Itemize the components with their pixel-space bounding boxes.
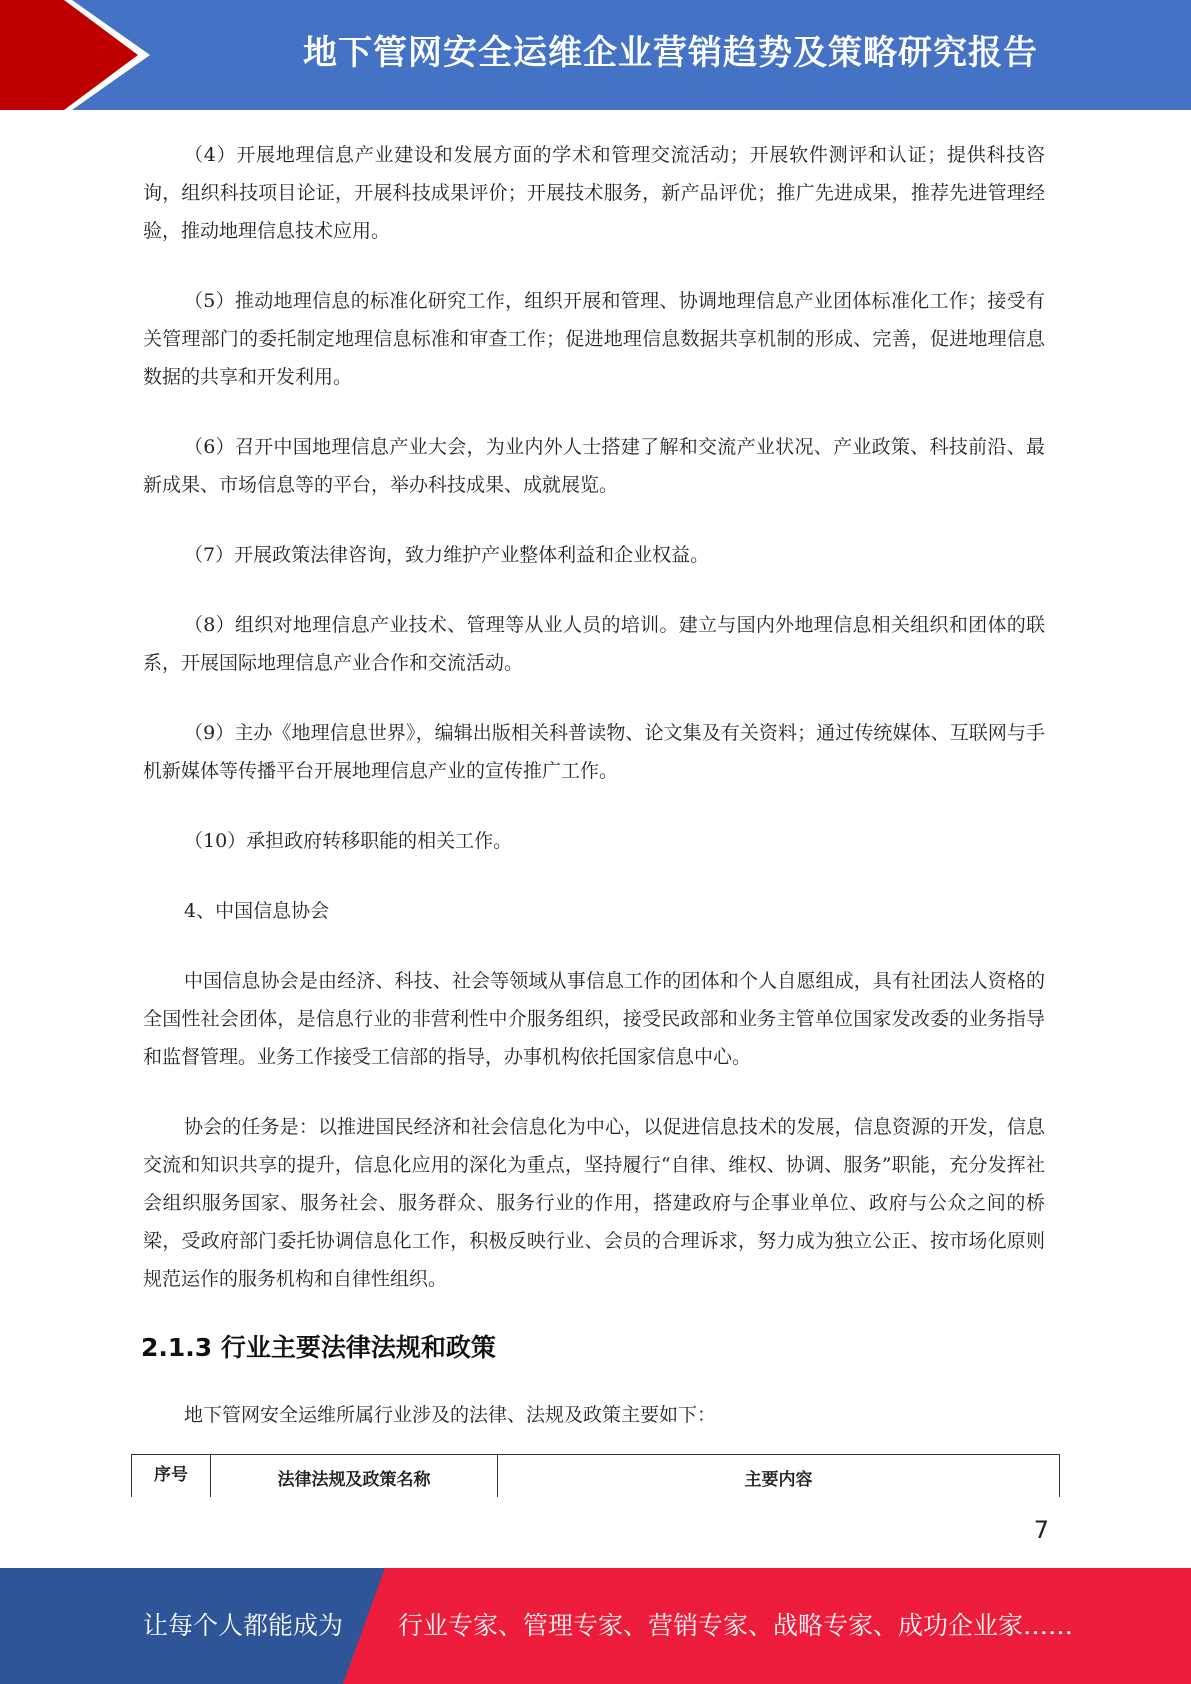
- header-chevron-decoration: [0, 0, 150, 110]
- report-title: 地下管网安全运维企业营销趋势及策略研究报告: [303, 33, 1038, 73]
- paragraph-item-7: （7）开展政策法律咨询，致力维护产业整体利益和企业权益。: [184, 544, 710, 566]
- laws-table-container: [131, 1454, 1060, 1497]
- page-number: 7: [1033, 1516, 1049, 1544]
- paragraph-item-5: （5）推动地理信息的标准化研究工作，组织开展和管理、协调地理信息产业团体标准化工作；接受有关管理部门的委托制定地理信息标准和审查工作；促进地理信息数据共享机制的形成、完善，促进地理信息数据的共享和开发利用。: [143, 290, 1045, 388]
- footer-slogan-left: 让每个人都能成为: [143, 1611, 344, 1640]
- document-body: [143, 136, 1045, 1466]
- subheading-china-information-association: 4、中国信息协会: [184, 900, 330, 922]
- paragraph-item-8: （8）组织对地理信息产业技术、管理等从业人员的培训。建立与国内外地理信息相关组织和团体的联系，开展国际地理信息产业合作和交流活动。: [143, 614, 1045, 674]
- paragraph-association-description: 中国信息协会是由经济、科技、社会等领域从事信息工作的团体和个人自愿组成，具有社团法人资格的全国性社会团体，是信息行业的非营利性中介服务组织，接受民政部和业务主管单位国家发改委的业务指导和监督管理。业务工作接受工信部的指导，办事机构依托国家信息中心。: [143, 970, 1045, 1068]
- section-heading: 2.1.3 行业主要法律法规和政策: [141, 1333, 496, 1362]
- page-footer: [0, 1568, 1191, 1684]
- laws-table: [131, 1454, 1060, 1497]
- paragraph-item-9: （9）主办《地理信息世界》，编辑出版相关科普读物、论文集及有关资料；通过传统媒体、互联网与手机新媒体等传播平台开展地理信息产业的宣传推广工作。: [143, 722, 1045, 782]
- paragraph-item-4: （4）开展地理信息产业建设和发展方面的学术和管理交流活动；开展软件测评和认证；提供科技咨询，组织科技项目论证，开展科技成果评价；开展技术服务，新产品评优；推广先进成果，推荐先进管理经验，推动地理信息技术应用。: [143, 144, 1045, 242]
- footer-slogan-right: 行业专家、管理专家、营销专家、战略专家、成功企业家……: [398, 1611, 1074, 1640]
- paragraph-intro: 地下管网安全运维所属行业涉及的法律、法规及政策主要如下：: [184, 1404, 717, 1426]
- paragraph-item-6: （6）召开中国地理信息产业大会，为业内外人士搭建了解和交流产业状况、产业政策、科技前沿、最新成果、市场信息等的平台，举办科技成果、成就展览。: [143, 436, 1045, 496]
- table-header-row: [132, 1455, 1060, 1498]
- paragraph-association-tasks: 协会的任务是：以推进国民经济和社会信息化为中心，以促进信息技术的发展，信息资源的开发，信息交流和知识共享的提升，信息化应用的深化为重点，坚持履行“自律、维权、协调、服务”职能，充分发挥社会组织服务国家、服务社会、服务群众、服务行业的作用，搭建政府与企事业单位、政府与公众之间的桥梁，受政府部门委托协调信息化工作，积极反映行业、会员的合理诉求，努力成为独立公正、按市场化原则规范运作的服务机构和自律性组织。: [143, 1116, 1045, 1290]
- column-header-name: 法律法规及政策名称: [211, 1455, 498, 1498]
- chevron-red-shape: [0, 0, 138, 110]
- paragraph-item-10: （10）承担政府转移职能的相关工作。: [184, 830, 513, 852]
- page-header: [0, 0, 1191, 110]
- column-header-no: 序号: [132, 1455, 211, 1498]
- column-header-content: 主要内容: [498, 1455, 1060, 1498]
